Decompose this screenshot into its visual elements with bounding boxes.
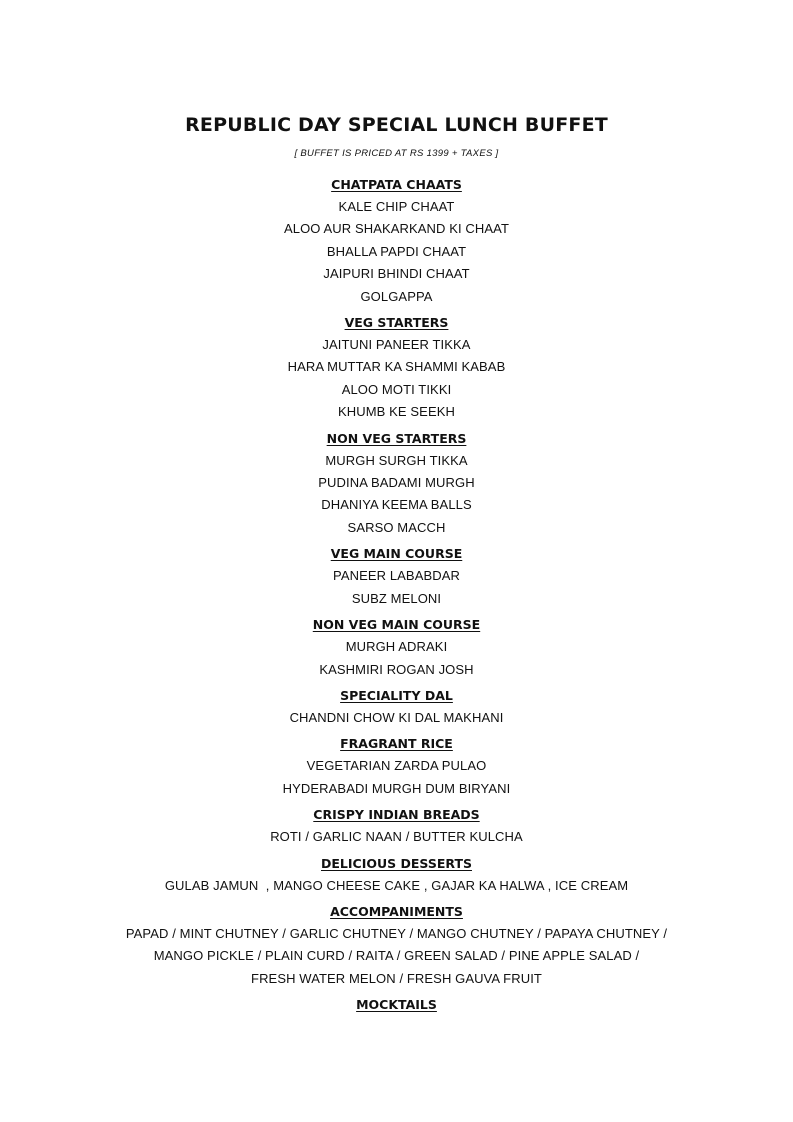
menu-item: MURGH SURGH TIKKA <box>325 452 468 468</box>
section-fragrant-rice <box>0 733 793 800</box>
menu-item: KHUMB KE SEEKH <box>338 404 455 420</box>
section-accompaniments <box>0 901 793 990</box>
section-heading: CHATPATA CHAATS <box>331 177 462 192</box>
menu-item: PANEER LABABDAR <box>333 568 460 584</box>
section-heading: CRISPY INDIAN BREADS <box>313 807 480 823</box>
menu-item: HARA MUTTAR KA SHAMMI KABAB <box>287 359 506 375</box>
section-non-veg-starters <box>0 428 793 540</box>
section-heading: VEG STARTERS <box>344 315 449 331</box>
menu-item: MURGH ADRAKI <box>345 639 448 655</box>
menu-item: DHANIYA KEEMA BALLS <box>321 497 472 513</box>
menu-item: ALOO MOTI TIKKI <box>341 381 452 397</box>
section-crispy-indian-breads <box>0 804 793 848</box>
section-heading: DELICIOUS DESSERTS <box>321 855 472 871</box>
section-veg-starters <box>0 312 793 424</box>
menu-item: VEGETARIAN ZARDA PULAO <box>306 758 487 774</box>
menu-item: PUDINA BADAMI MURGH <box>318 475 475 491</box>
menu-item: SUBZ MELONI <box>351 590 442 606</box>
menu-item: CHANDNI CHOW KI DAL MAKHANI <box>289 709 504 725</box>
menu-sections <box>0 170 793 1016</box>
section-non-veg-main-course <box>0 614 793 681</box>
section-heading: VEG MAIN COURSE <box>330 546 463 562</box>
section-heading: NON VEG MAIN COURSE <box>312 617 481 633</box>
menu-item: SARSO MACCH <box>347 519 446 535</box>
section-speciality-dal <box>0 685 793 729</box>
section-veg-main-course <box>0 543 793 610</box>
menu-item: ROTI / GARLIC NAAN / BUTTER KULCHA <box>270 829 523 845</box>
section-heading: NON VEG STARTERS <box>326 430 467 446</box>
menu-item: ALOO AUR SHAKARKAND KI CHAAT <box>283 221 510 237</box>
section-delicious-desserts <box>0 853 793 897</box>
menu-item: KALE CHIP CHAAT <box>338 199 455 214</box>
price-note: [ BUFFET IS PRICED AT RS 1399 + TAXES ] <box>294 148 499 159</box>
page-title: REPUBLIC DAY SPECIAL LUNCH BUFFET <box>185 114 608 136</box>
section-heading: ACCOMPANIMENTS <box>330 903 463 919</box>
section-heading: FRAGRANT RICE <box>340 736 453 752</box>
menu-item: HYDERABADI MURGH DUM BIRYANI <box>282 780 511 796</box>
menu-item: KASHMIRI ROGAN JOSH <box>319 661 474 677</box>
section-mocktails <box>0 994 793 1016</box>
section-chatpata-chaats <box>0 174 793 308</box>
section-heading: SPECIALITY DAL <box>340 687 453 703</box>
menu-item: MANGO PICKLE / PLAIN CURD / RAITA / GREEN SALAD / PINE APPLE SALAD / <box>153 948 640 964</box>
menu-item: PAPAD / MINT CHUTNEY / GARLIC CHUTNEY / MANGO CHUTNEY / PAPAYA CHUTNEY / <box>125 925 668 941</box>
section-heading: MOCKTAILS <box>356 997 437 1013</box>
menu-item: JAIPURI BHINDI CHAAT <box>323 266 470 282</box>
menu-item: FRESH WATER MELON / FRESH GAUVA FRUIT <box>251 970 542 986</box>
menu-item: JAITUNI PANEER TIKKA <box>322 337 471 353</box>
menu-item: BHALLA PAPDI CHAAT <box>326 243 467 259</box>
menu-item: GULAB JAMUN , MANGO CHEESE CAKE , GAJAR KA HALWA , ICE CREAM <box>164 877 629 893</box>
menu-item: GOLGAPPA <box>360 288 433 304</box>
